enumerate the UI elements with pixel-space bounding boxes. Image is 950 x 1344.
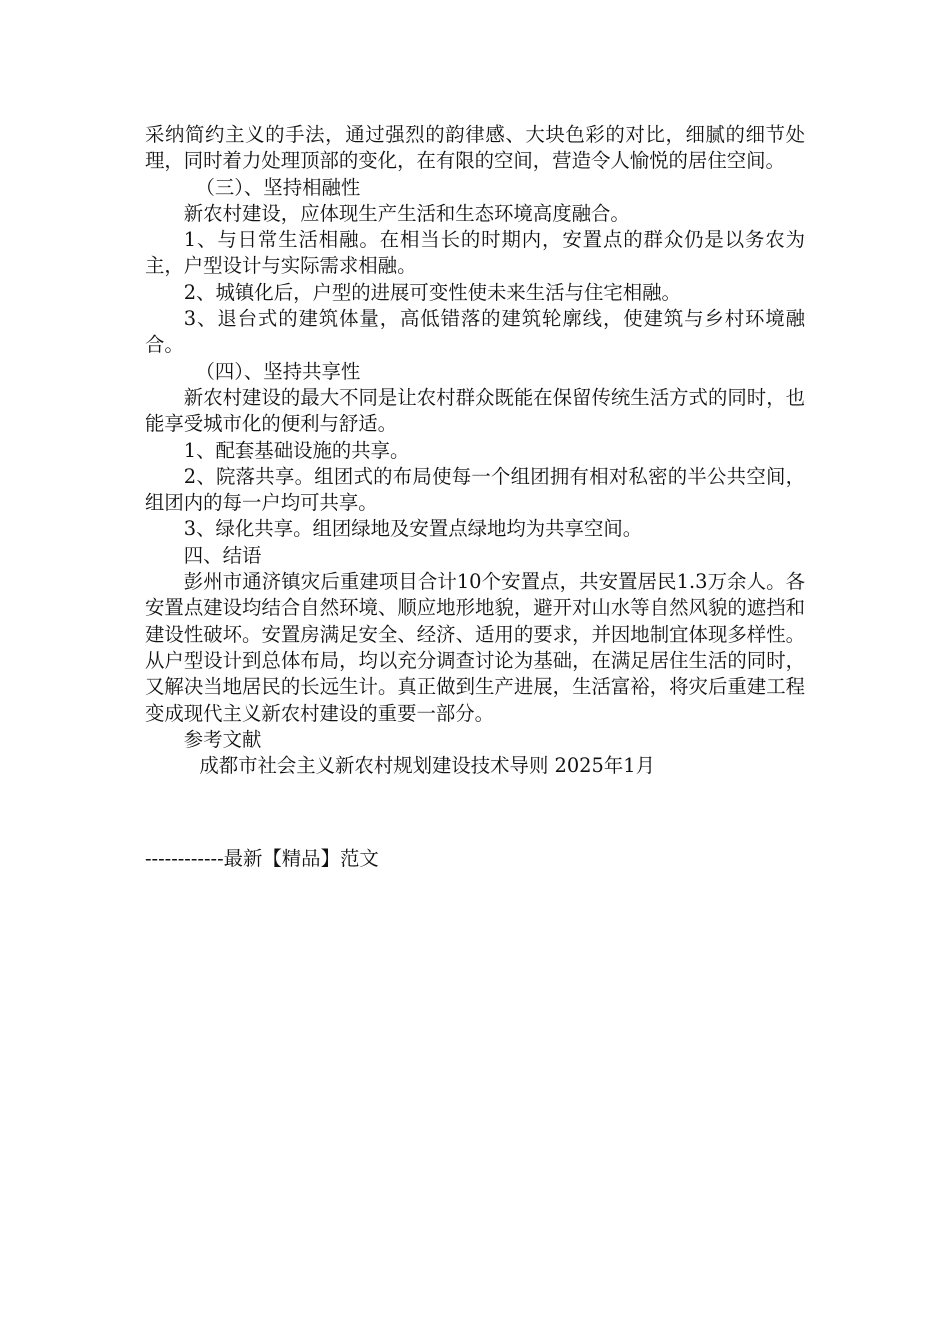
conclusion-paragraph: 彭州市通济镇灾后重建项目合计10个安置点，共安置居民1.3万余人。各安置点建设均结合自然环境、顺应地形地貌，避开对山水等自然风貌的遮挡和建设性破坏。安置房满足安全、经济、适用的要求，并因地制宜体现多样性。从户型设计到总体布局，均以充分调查讨论为基础，在满足居住生活的同时，又解决当地居民的长远生计。真正做到生产进展，生活富裕，将灾后重建工程变成现代主义新农村建设的重要一部分。 (145, 570, 805, 725)
reference-item: 成都市社会主义新农村规划建设技术导则 2025年1月 (199, 754, 655, 778)
list-item: 2、城镇化后，户型的进展可变性使未来生活与住宅相融。 (183, 280, 681, 304)
list-item: 1、配套基础设施的共享。 (183, 438, 410, 462)
list-item: 1、与日常生活相融。在相当长的时期内，安置点的群众仍是以务农为主，户型设计与实际需求相融。 (145, 228, 805, 278)
footer-text: ------------最新【精品】范文 (145, 847, 379, 870)
document-body (145, 122, 805, 779)
list-item: 3、退台式的建筑体量，高低错落的建筑轮廓线，使建筑与乡村环境融合。 (145, 307, 805, 357)
paragraph: 新农村建设的最大不同是让农村群众既能在保留传统生活方式的同时，也能享受城市化的便利与舒适。 (145, 385, 805, 436)
references-heading: 参考文献 (183, 727, 262, 751)
section-heading-compatibility: （三）、坚持相融性 (195, 175, 361, 199)
paragraph-continuation: 采纳简约主义的手法，通过强烈的韵律感、大块色彩的对比，细腻的细节处理，同时着力处理顶部的变化，在有限的空间，营造令人愉悦的居住空间。 (145, 123, 805, 173)
section-heading-conclusion: 四、结语 (183, 543, 262, 567)
paragraph: 新农村建设，应体现生产生活和生态环境高度融合。 (183, 201, 630, 225)
list-item: 3、绿化共享。组团绿地及安置点绿地均为共享空间。 (183, 517, 643, 541)
section-heading-sharing: （四）、坚持共享性 (195, 359, 361, 383)
list-item: 2、院落共享。组团式的布局使每一个组团拥有相对私密的半公共空间，组团内的每一户均可共享。 (145, 464, 805, 515)
